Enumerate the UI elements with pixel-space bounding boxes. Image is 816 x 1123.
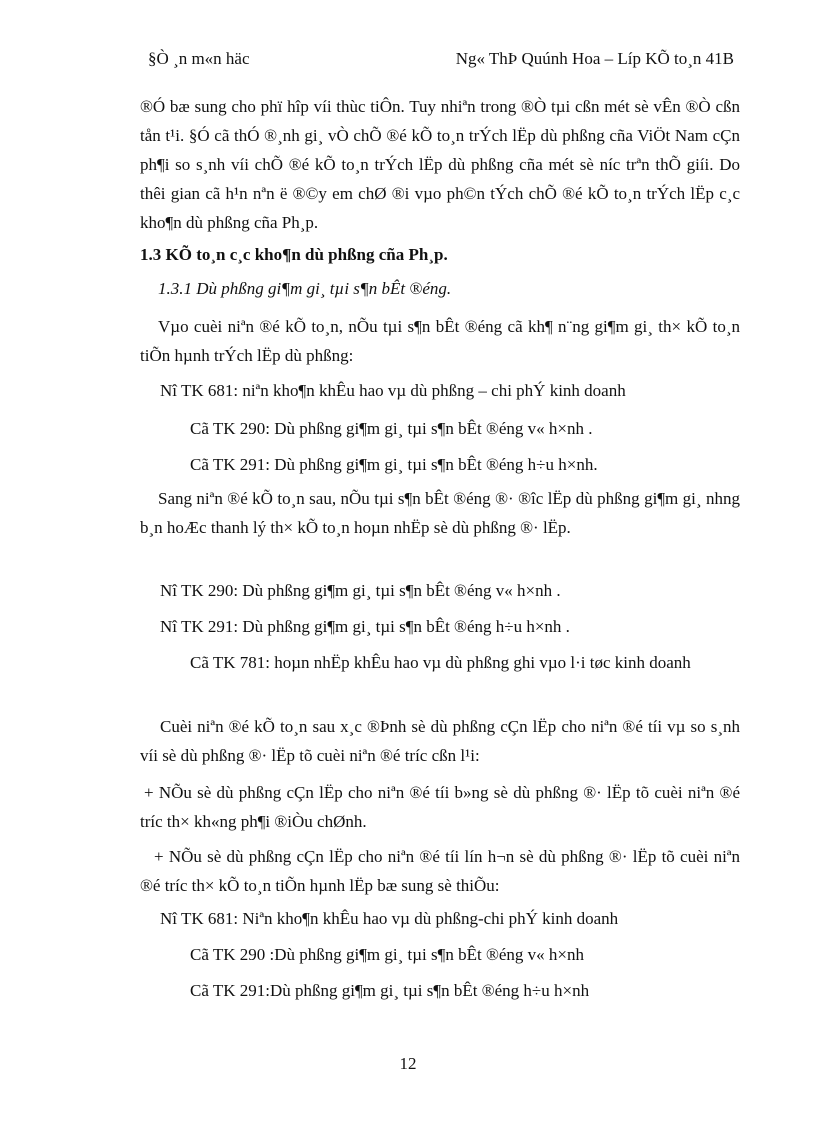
- entry-debit-681-supplement: Nî TK 681: Niªn kho¶n khÊu hao vµ dù phßng-chi phÝ kinh doanh: [160, 909, 619, 928]
- paragraph-intro: [140, 92, 740, 237]
- subsection-heading: 1.3.1 Dù phßng gi¶m gi¸ tµi s¶n bÊt ®éng.: [158, 279, 452, 298]
- paragraph-text: Cã TK 781: hoµn nhËp khÊu hao vµ dù phßng ghi vµo l·i tøc kinh doanh: [190, 653, 691, 672]
- paragraph-year-end: [140, 712, 740, 770]
- paragraph-text: Cuèi niªn ®é kÕ to¸n sau x¸c ®Þnh sè dù phßng cÇn lËp cho niªn ®é tíi vµ so s¸nh víi sè dù phßng ®· lËp tõ cuèi niªn ®é tríc cßn l¹i:: [140, 717, 740, 765]
- page-body: [140, 46, 740, 1000]
- entry-credit-290: Cã TK 290: Dù phßng gi¶m gi¸ tµi s¶n bÊt ®éng v« h×nh .: [190, 419, 593, 438]
- page-header: [140, 46, 740, 80]
- paragraph-case-greater: [140, 842, 740, 900]
- paragraph-reversal: [140, 484, 740, 542]
- paragraph-text: Vµo cuèi niªn ®é kÕ to¸n, nÕu tµi s¶n bÊt ®éng cã kh¶ n¨ng gi¶m gi¸ th× kÕ to¸n tiÕn hµnh trÝch lËp dù phßng:: [140, 317, 740, 365]
- paragraph-case-equal: [140, 778, 740, 836]
- paragraph-provision: [140, 312, 740, 370]
- entry-debit-291: Nî TK 291: Dù phßng gi¶m gi¸ tµi s¶n bÊt ®éng h÷u h×nh .: [160, 617, 570, 636]
- paragraph-text: + NÕu sè dù phßng cÇn lËp cho niªn ®é tíi lín h¬n sè dù phßng ®· lËp tõ cuèi niªn ®é tríc th× kÕ to¸n tiÕn hµnh lËp bæ sung sè thiÕu:: [140, 847, 740, 895]
- header-author: Ng« ThÞ Quúnh Hoa – Líp KÕ to¸n 41B: [455, 49, 734, 68]
- entry-credit-291-supplement: Cã TK 291:Dù phßng gi¶m gi¸ tµi s¶n bÊt ®éng h÷u h×nh: [190, 981, 590, 1000]
- paragraph-text: ®Ó bæ sung cho phï hîp víi thùc tiÔn. Tuy nhiªn trong ®Ò tµi cßn mét sè vÊn ®Ò cßn tån t¹i. §Ó cã thÓ ®¸nh gi¸ vÒ chÕ ®é kÕ to¸n trÝch lËp dù phßng cña ViÖt Nam cÇn ph¶i so s¸nh víi chÕ ®é kÕ to¸n trÝch lËp dù phßng cña mét sè níc trªn thÕ giíi. Do thêi gian cã h¹n nªn ë ®©y em chØ ®i vµo ph©n tÝch chÕ ®é kÕ to¸n trÝch lËp c¸c kho¶n dù phßng cña Ph¸p.: [140, 97, 740, 232]
- header-course-title: §Ò ¸n m«n häc: [148, 49, 250, 68]
- entry-credit-291: Cã TK 291: Dù phßng gi¶m gi¸ tµi s¶n bÊt ®éng h÷u h×nh.: [190, 455, 598, 474]
- entry-credit-781: [190, 648, 740, 677]
- paragraph-text: Sang niªn ®é kÕ to¸n sau, nÕu tµi s¶n bÊt ®éng ®· ®îc lËp dù phßng gi¶m gi¸ nhng b¸n hoÆc thanh lý th× kÕ to¸n hoµn nhËp sè dù phßng ®· lËp.: [140, 489, 740, 537]
- entry-debit-681: Nî TK 681: niªn kho¶n khÊu hao vµ dù phßng – chi phÝ kinh doanh: [160, 381, 626, 400]
- entry-credit-290-supplement: Cã TK 290 :Dù phßng gi¶m gi¸ tµi s¶n bÊt ®éng v« h×nh: [190, 945, 584, 964]
- page-number: 12: [399, 1054, 417, 1073]
- entry-debit-290: Nî TK 290: Dù phßng gi¶m gi¸ tµi s¶n bÊt ®éng v« h×nh .: [160, 581, 561, 600]
- section-heading: 1.3 KÕ to¸n c¸c kho¶n dù phßng cña Ph¸p.: [140, 245, 448, 264]
- paragraph-text: + NÕu sè dù phßng cÇn lËp cho niªn ®é tíi b»ng sè dù phßng ®· lËp tõ cuèi niªn ®é tríc th× kh«ng ph¶i ®iÒu chØnh.: [140, 783, 740, 831]
